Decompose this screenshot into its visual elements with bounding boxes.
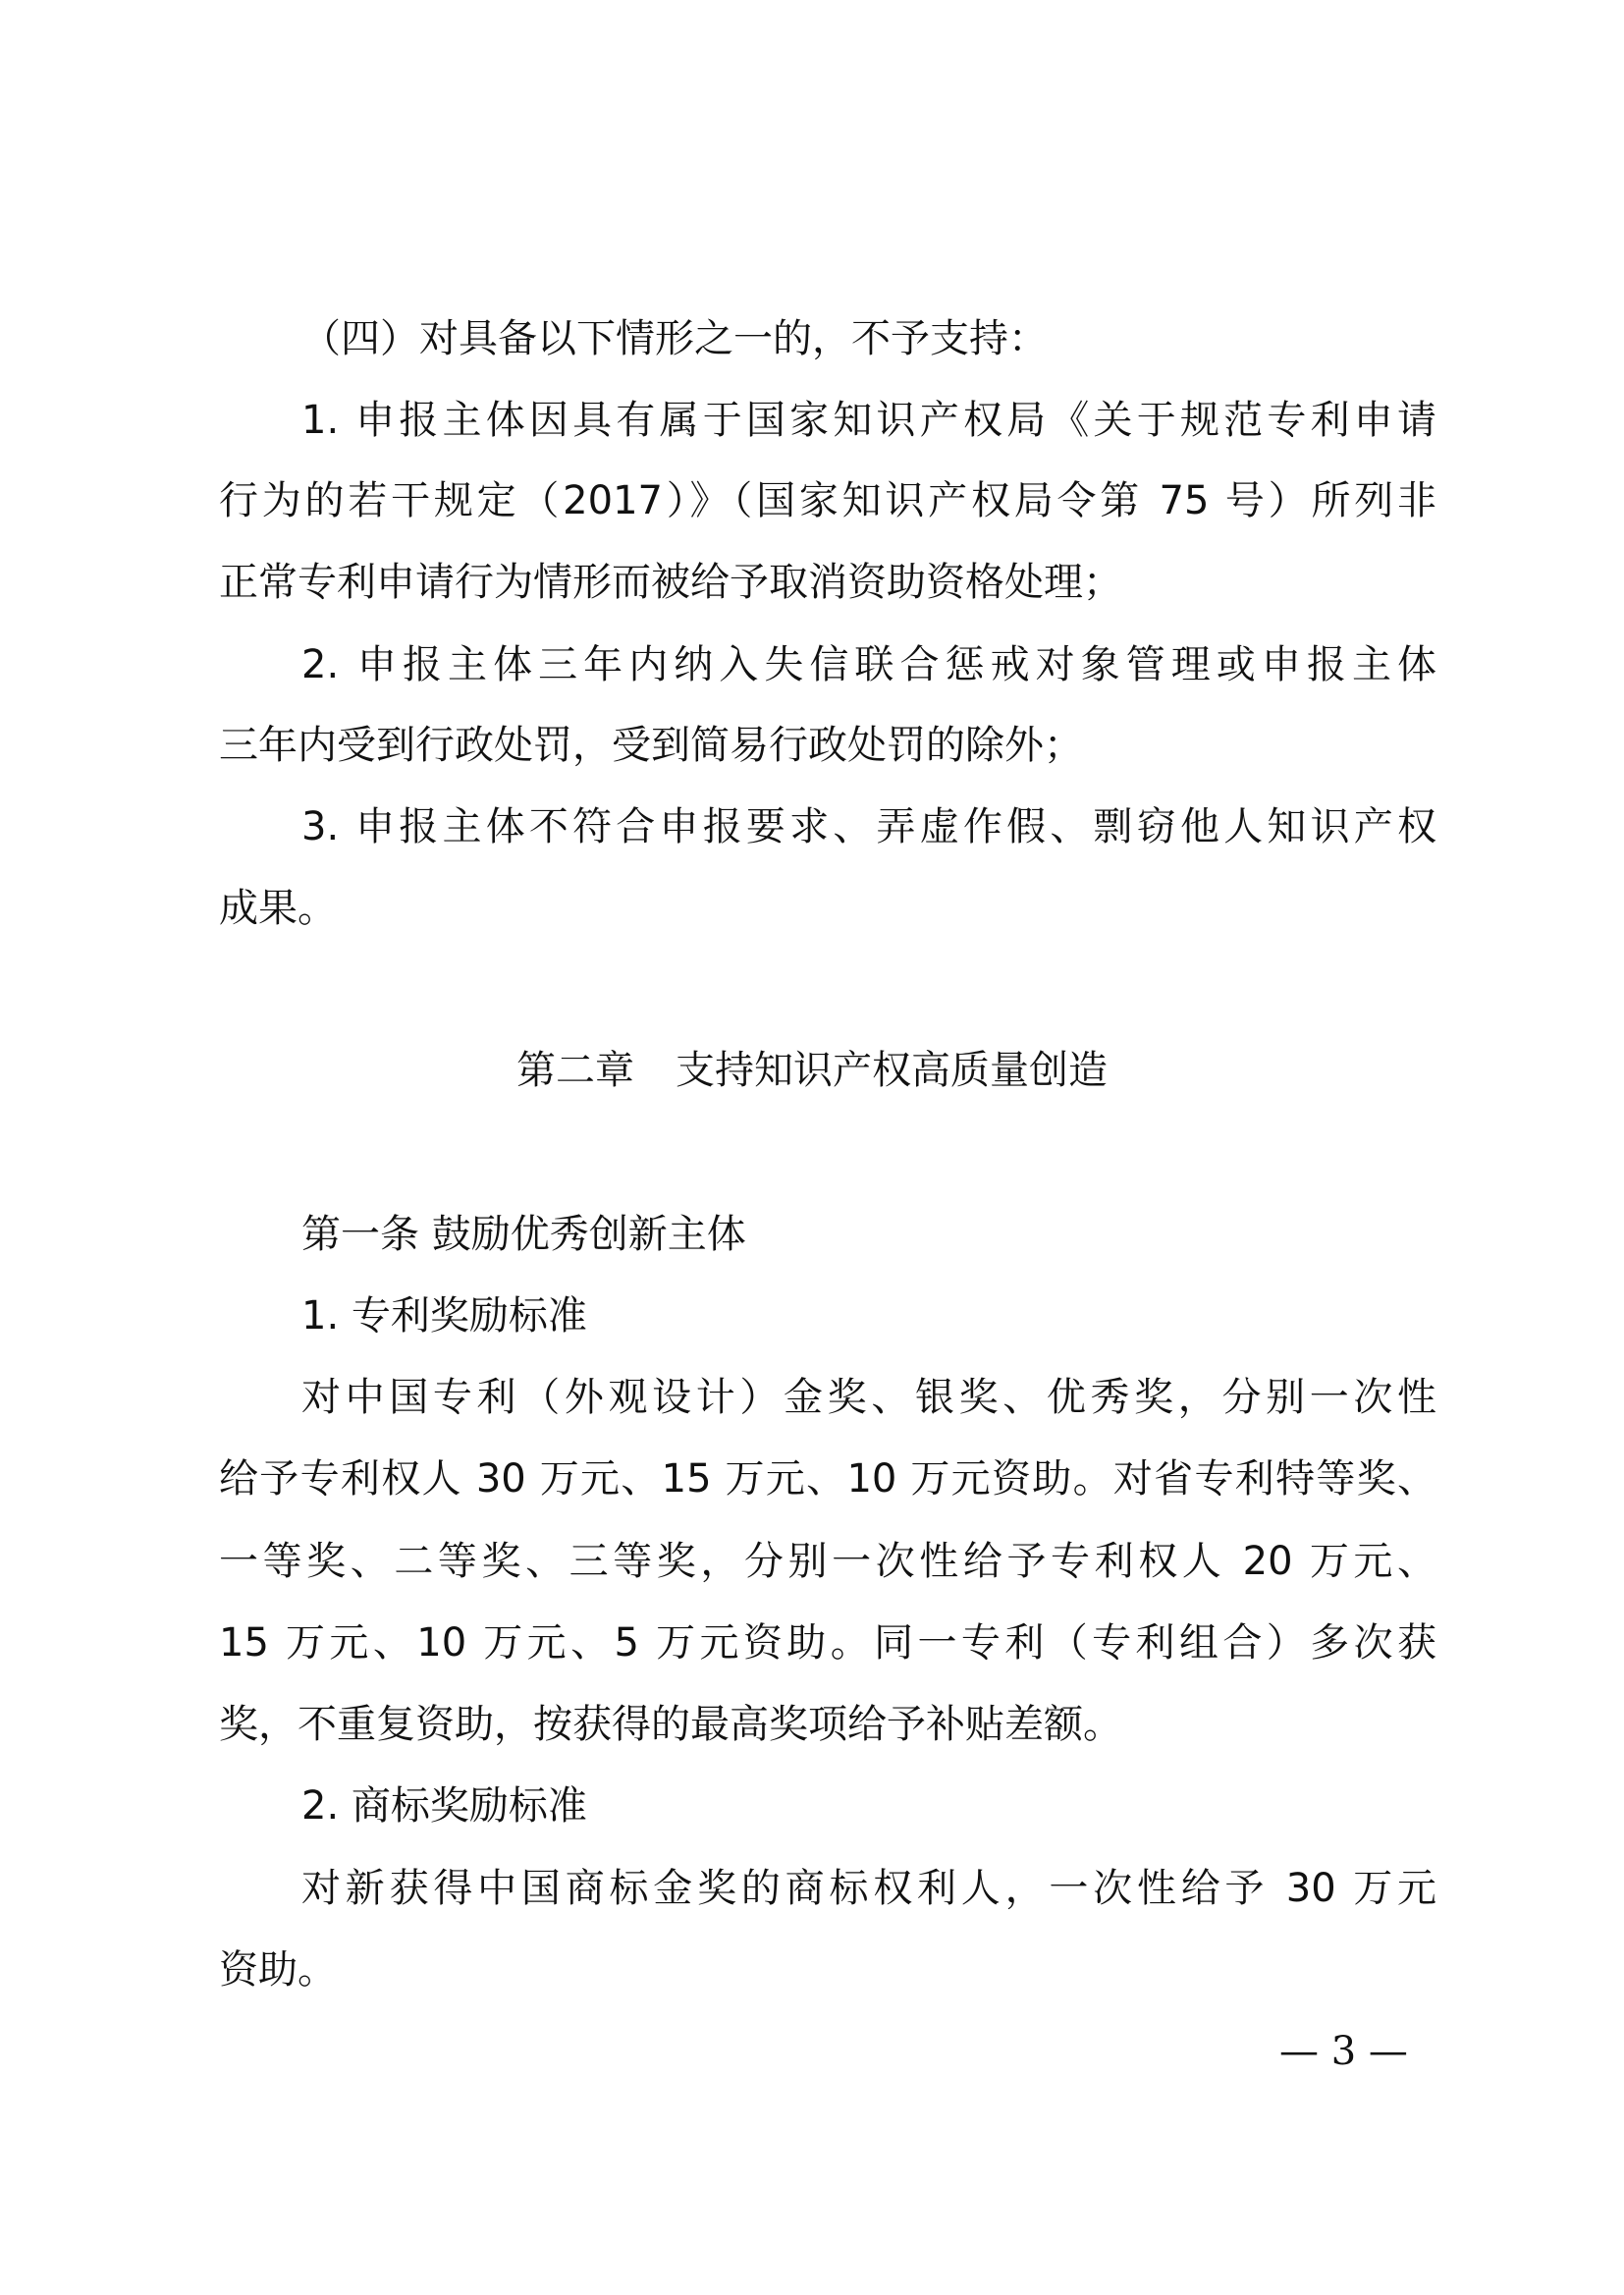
article-heading: 第一条 鼓励优秀创新主体 xyxy=(301,1212,746,1257)
paragraph-exclusion-item-1-line-3: 正常专利申请行为情形而被给予取消资助资格处理； xyxy=(219,560,1122,605)
paragraph-exclusion-item-3-line-1: 3. 申报主体不符合申报要求、弄虚作假、剽窃他人知识产权 xyxy=(301,804,1436,849)
paragraph-exclusion-item-3-line-2: 成果。 xyxy=(219,886,337,931)
patent-reward-paragraph-line-2: 给予专利权人 30 万元、15 万元、10 万元资助。对省专利特等奖、 xyxy=(219,1456,1436,1502)
patent-reward-paragraph-line-5: 奖，不重复资助，按获得的最高奖项给予补贴差额。 xyxy=(219,1702,1122,1747)
trademark-reward-paragraph-line-1: 对新获得中国商标金奖的商标权利人，一次性给予 30 万元 xyxy=(301,1866,1436,1911)
trademark-reward-heading: 2. 商标奖励标准 xyxy=(301,1783,587,1829)
patent-reward-heading: 1. 专利奖励标准 xyxy=(301,1293,587,1339)
paragraph-exclusion-item-2-line-2: 三年内受到行政处罚，受到简易行政处罚的除外； xyxy=(219,723,1083,768)
patent-reward-paragraph-line-4: 15 万元、10 万元、5 万元资助。同一专利（专利组合）多次获 xyxy=(219,1620,1436,1666)
paragraph-exclusion-item-1-line-1: 1. 申报主体因具有属于国家知识产权局《关于规范专利申请 xyxy=(301,398,1436,443)
chapter-heading xyxy=(0,1045,1624,1096)
paragraph-exclusion-item-1-line-2: 行为的若干规定（2017）》（国家知识产权局令第 75 号）所列非 xyxy=(219,478,1436,523)
chapter-number: 第二章 xyxy=(516,1048,634,1093)
chapter-title: 支持知识产权高质量创造 xyxy=(676,1048,1108,1093)
page-number: — 3 — xyxy=(1279,2029,1408,2074)
paragraph-exclusion-item-2-line-1: 2. 申报主体三年内纳入失信联合惩戒对象管理或申报主体 xyxy=(301,642,1436,687)
patent-reward-paragraph-line-3: 一等奖、二等奖、三等奖，分别一次性给予专利权人 20 万元、 xyxy=(219,1539,1436,1584)
paragraph-exclusion-heading: （四）对具备以下情形之一的，不予支持： xyxy=(301,316,1048,361)
trademark-reward-paragraph-line-2: 资助。 xyxy=(219,1947,337,1993)
patent-reward-paragraph-line-1: 对中国专利（外观设计）金奖、银奖、优秀奖，分别一次性 xyxy=(301,1375,1436,1420)
